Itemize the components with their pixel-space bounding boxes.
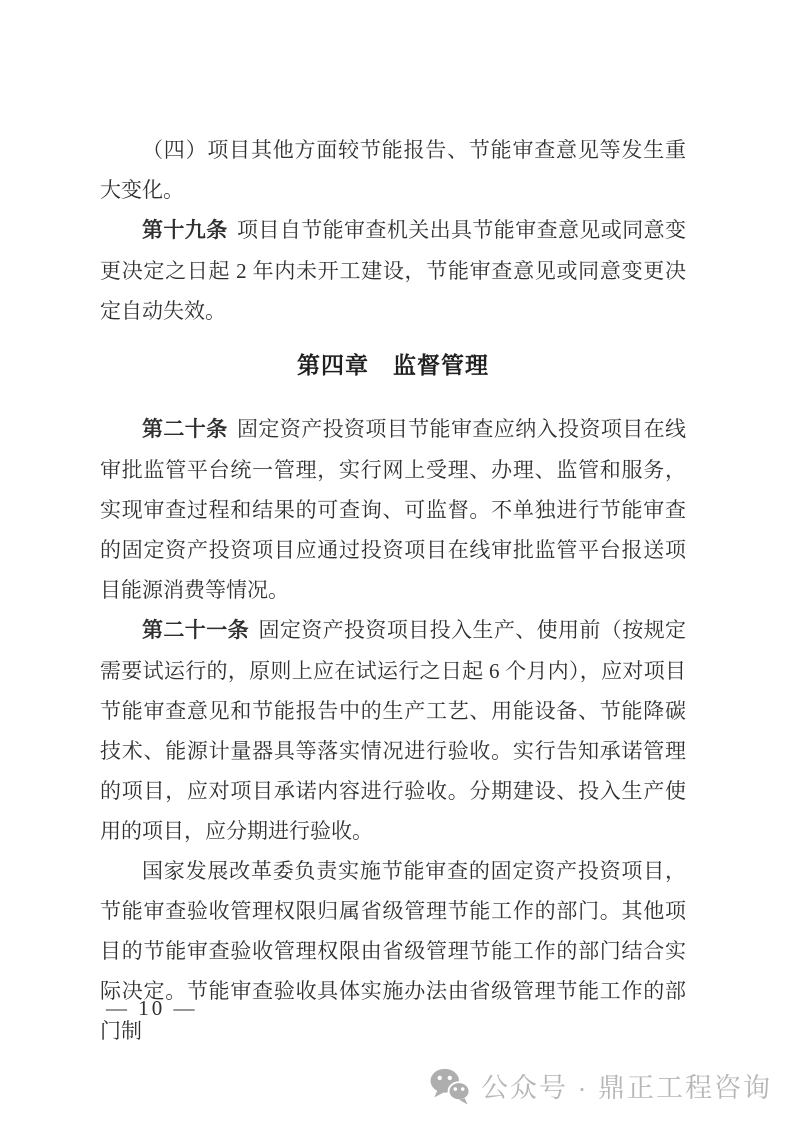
paragraph-item-4-change — [100, 130, 686, 210]
chapter-heading: 第四章 监督管理 — [297, 352, 489, 378]
paragraph-text: 固定资产投资项目节能审查应纳入投资项目在线审批监管平台统一管理，实行网上受理、办理、监管和服务，实现审查过程和结果的可查询、可监督。不单独进行节能审查的固定资产投资项目应通过投资项目在线审批监管平台报送项目能源消费等情况。 — [100, 417, 686, 602]
page-number: — 10 — — [106, 996, 198, 1020]
paragraph-ndrc-acceptance — [100, 851, 686, 1051]
paragraph-text: 国家发展改革委负责实施节能审查的固定资产投资项目，节能审查验收管理权限归属省级管理节能工作的部门。其他项目的节能审查验收管理权限由省级管理节能工作的部门结合实际决定。节能审查验收具体实施办法由省级管理节能工作的部门制 — [100, 859, 686, 1043]
paragraph-article-19 — [100, 210, 686, 331]
paragraph-article-20 — [100, 409, 686, 610]
document-body — [100, 130, 686, 1051]
paragraph-text: 项目自节能审查机关出具节能审查意见或同意变更决定之日起 2 年内未开工建设，节能审查意见或同意变更决定自动失效。 — [100, 218, 686, 323]
paragraph-text: （四）项目其他方面较节能报告、节能审查意见等发生重大变化。 — [100, 138, 686, 202]
article-number-label: 第二十一条 — [142, 619, 249, 642]
paragraph-article-21 — [100, 610, 686, 851]
paragraph-text: 固定资产投资项目投入生产、使用前（按规定需要试运行的，原则上应在试运行之日起 6 个月内），应对项目节能审查意见和节能报告中的生产工艺、用能设备、节能降碳技术、能源计量器具等落实情况进行验收。实行告知承诺管理的项目，应对项目承诺内容进行验收。分期建设、投入生产使用的项目，应分期进行验收。 — [100, 618, 687, 843]
watermark — [429, 1066, 772, 1105]
watermark-text: 公众号 · 鼎正工程咨询 — [481, 1073, 772, 1103]
wechat-icon — [429, 1067, 471, 1105]
article-number-label: 第二十条 — [142, 418, 228, 441]
article-number-label: 第十九条 — [142, 219, 228, 242]
